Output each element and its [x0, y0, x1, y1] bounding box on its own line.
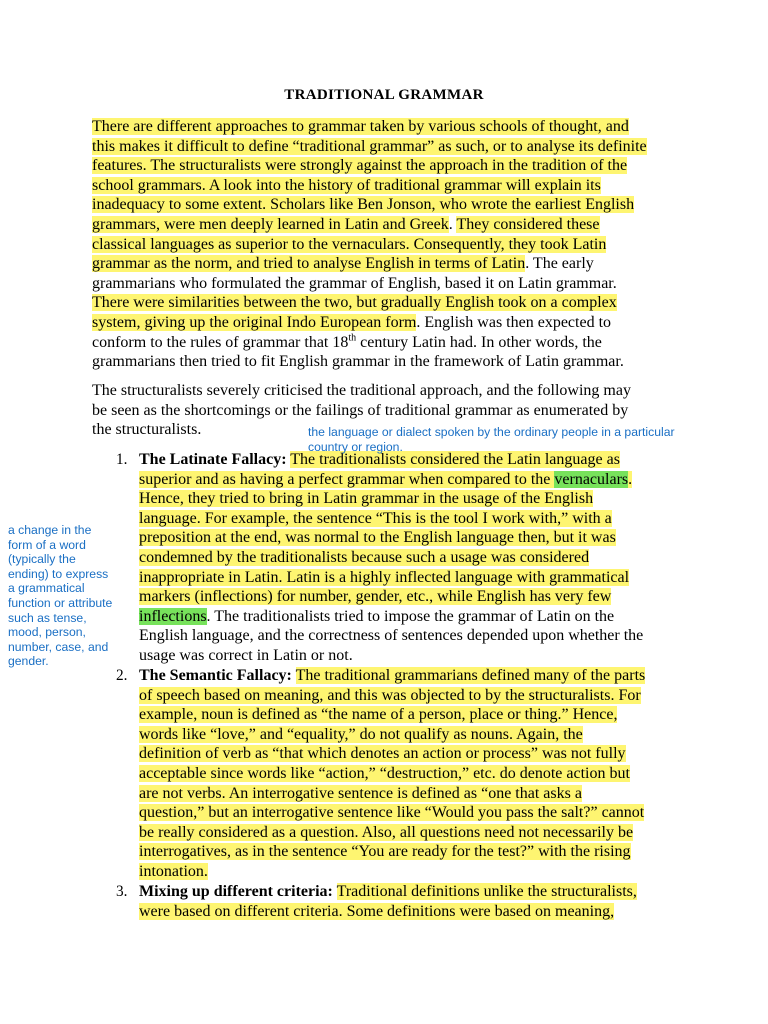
list-item-line — [139, 607, 614, 627]
text-run: . — [448, 216, 457, 233]
highlighted-term: inflections — [139, 607, 207, 625]
criticism-line — [92, 420, 201, 440]
text-run: features. The structuralists were strongly against the approach in the tradition of the — [92, 157, 628, 175]
comment-line: ending) to express — [8, 566, 109, 581]
comment-line: mood, person, — [8, 625, 86, 640]
list-item-line — [139, 470, 632, 490]
comment-line: function or attribute — [8, 595, 113, 610]
text-run: The traditional grammarians defined many of the parts — [295, 667, 646, 684]
text-run: . The traditionalists tried to impose the grammar of Latin on the — [206, 607, 615, 625]
text-run: example, noun is defined as “the name of a person, place or thing.” Hence, — [139, 706, 618, 724]
text-run: usage was correct in Latin or not. — [139, 647, 353, 664]
text-run: interrogatives, as in the sentence “You are ready for the test?” with the rising — [139, 843, 631, 861]
intro-line — [92, 293, 617, 313]
text-run: are not verbs. An interrogative sentence is defined as “one that asks a — [139, 784, 582, 802]
comment-line: a grammatical — [8, 581, 85, 596]
intro-line — [92, 137, 647, 157]
text-run: The structuralists severely criticised the traditional approach, and the following may — [92, 382, 631, 399]
intro-line — [92, 195, 634, 215]
list-item-line — [139, 882, 637, 902]
text-run: be really considered as a question. Also, all questions need not necessarily be — [139, 823, 634, 841]
list-item-line — [139, 646, 353, 666]
intro-line — [92, 117, 629, 137]
text-run: The traditionalists considered the Latin language as — [290, 451, 620, 468]
text-run: acceptable since words like “action,” “destruction,” etc. do denote action but — [139, 765, 630, 782]
list-number: 2. — [116, 667, 128, 684]
list-item-line — [139, 764, 630, 784]
intro-line — [92, 235, 606, 255]
list-item-line — [139, 902, 614, 922]
text-run: words like “love,” and “equality,” do not qualify as nouns. Again, the — [139, 725, 583, 743]
highlighted-term: vernaculars — [554, 470, 629, 488]
text-run: A look into the history of traditional grammar will explain its — [205, 176, 601, 194]
comment-line: gender. — [8, 654, 49, 669]
item-heading: Mixing up different criteria: — [139, 883, 333, 900]
intro-line — [92, 156, 627, 176]
criticism-line — [92, 401, 628, 421]
list-item-line — [139, 666, 645, 686]
text-run: school grammars. — [92, 176, 206, 194]
list-item-line — [139, 744, 626, 764]
list-item-line — [139, 823, 633, 843]
list-item-line — [139, 686, 641, 706]
text-run: Traditional definitions unlike the structuralists, — [336, 883, 637, 900]
comment-line: form of a word — [8, 537, 86, 552]
list-item-line — [139, 725, 583, 745]
list-item-line — [139, 587, 611, 607]
text-run: There are different approaches to grammar taken by various schools of thought, and — [92, 118, 629, 135]
list-item-line — [139, 705, 617, 725]
text-run: this makes it difficult to define “traditional grammar” as such, or to analyse its definite — [92, 137, 647, 155]
text-run: classical languages as superior to the vernaculars. Consequently, they took Latin — [92, 235, 607, 253]
comment-line: such as tense, — [8, 610, 87, 625]
intro-line — [92, 254, 594, 274]
inflection-comment — [8, 523, 128, 669]
text-run: preposition at the end, was normal to the English language then, but it was — [139, 529, 616, 547]
text-run: inappropriate in Latin. Latin is a highly inflected language with grammatical — [139, 568, 630, 586]
text-run: . The early — [525, 255, 594, 273]
text-run: markers (inflections) for number, gender, etc., while English has very few — [139, 588, 612, 606]
comment-line: a change in the — [8, 523, 92, 537]
comment-line: number, case, and — [8, 639, 109, 654]
list-item-line — [139, 568, 629, 588]
comment-line: the language or dialect spoken by the ordinary people in a particular — [308, 425, 675, 439]
text-run: intonation. — [139, 863, 208, 880]
text-run: inadequacy to some extent. Scholars like Ben Jonson, who wrote the earliest English — [92, 196, 635, 214]
list-item-line — [139, 803, 644, 823]
text-run: grammarians then tried to fit English grammar in the framework of Latin grammar. — [92, 353, 624, 371]
text-run: English language, and the correctness of sentences depended upon whether the — [139, 627, 644, 645]
intro-line — [92, 274, 617, 294]
criticism-line — [92, 381, 631, 401]
text-run: question,” but an interrogative sentence like “Would you pass the salt?” cannot — [139, 804, 645, 822]
text-run: definition of verb as “that which denotes an action or process” was not fully — [139, 745, 626, 763]
list-item-line — [139, 626, 643, 646]
comment-line: (typically the — [8, 552, 76, 567]
comment-line: country or region. — [308, 439, 403, 454]
list-item-line — [139, 509, 612, 529]
item-heading: The Semantic Fallacy: — [139, 667, 292, 684]
intro-line — [92, 352, 624, 372]
intro-line — [92, 313, 611, 333]
text-run: century Latin had. In other words, the — [356, 333, 602, 351]
text-run: There were similarities between the two, but gradually English took on a complex — [92, 294, 617, 312]
text-run: Hence, they tried to bring in Latin grammar in the usage of the English — [139, 490, 594, 508]
text-run: grammar as the norm, and tried to analyse English in terms of Latin — [92, 255, 526, 273]
intro-line — [92, 333, 602, 353]
text-run: language. For example, the sentence “This is the tool I work with,” with a — [139, 509, 612, 527]
text-run: condemned by the traditionalists because such a usage was considered — [139, 549, 590, 566]
vernacular-comment — [308, 425, 728, 454]
document-title: TRADITIONAL GRAMMAR — [284, 87, 484, 103]
text-run: . English was then expected to — [416, 314, 612, 331]
list-item-line — [139, 862, 208, 882]
text-run: . — [628, 470, 633, 488]
intro-line — [92, 215, 600, 235]
text-run: grammars, were men deeply learned in Latin and Greek — [92, 216, 449, 233]
text-run: be seen as the shortcomings or the failings of traditional grammar as enumerated by — [92, 401, 629, 419]
text-run: were based on different criteria. Some definitions were based on meaning, — [139, 902, 615, 920]
text-run: system, giving up the original Indo European form — [92, 314, 417, 331]
text-run: grammarians who formulated the grammar of English, based it on Latin grammar. — [92, 274, 617, 292]
list-item-line — [139, 489, 593, 509]
list-item-line — [139, 548, 589, 568]
list-item-line — [139, 528, 616, 548]
text-run: conform to the rules of grammar that 18 — [92, 333, 349, 351]
list-item-line — [139, 784, 582, 804]
text-run: the structuralists. — [92, 421, 202, 439]
text-run: th — [348, 332, 357, 344]
text-run: superior and as having a perfect grammar when compared to the — [139, 470, 555, 488]
text-run: They considered these — [456, 216, 600, 233]
text-run: of speech based on meaning, and this was objected to by the structuralists. For — [139, 686, 641, 704]
list-number: 1. — [116, 451, 128, 468]
list-item-line — [139, 842, 631, 862]
intro-line — [92, 176, 601, 196]
item-heading: The Latinate Fallacy: — [139, 451, 287, 468]
list-number: 3. — [116, 883, 128, 900]
